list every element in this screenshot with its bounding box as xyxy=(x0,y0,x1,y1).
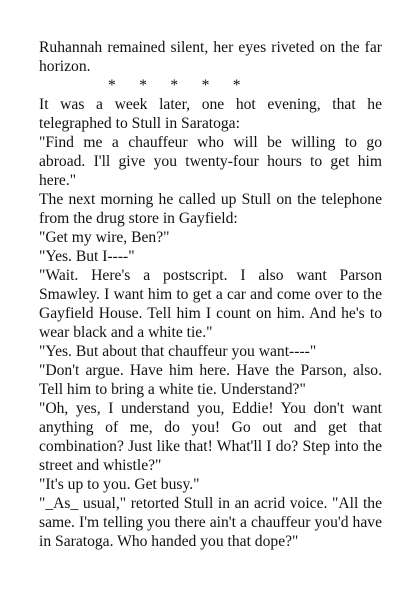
paragraph-telegraph: It was a week later, one hot evening, that he telegraphed to Stull in Saratoga: xyxy=(39,96,382,132)
paragraph-get-my-wire: "Get my wire, Ben?" xyxy=(39,229,170,246)
section-break-asterisks: * * * * * xyxy=(108,77,241,94)
paragraph-ruhannah-silent: Ruhannah remained silent, her eyes riveted on the far horizon. xyxy=(39,39,382,75)
paragraph-as-usual: "_As_ usual," retorted Stull in an acrid voice. "All the same. I'm telling you there ain't a chauffeur you'd have in Saratoga. Who handed you that dope?" xyxy=(39,495,382,550)
paragraph-dont-argue: "Don't argue. Have him here. Have the Parson, also. Tell him to bring a white tie. Understand?" xyxy=(39,362,382,398)
paragraph-next-morning: The next morning he called up Stull on the telephone from the drug store in Gayfield: xyxy=(39,191,382,227)
document-page xyxy=(39,38,382,551)
paragraph-yes-but: "Yes. But I----" xyxy=(39,248,135,265)
paragraph-understand-you: "Oh, yes, I understand you, Eddie! You don't want anything of me, do you! Go out and get that combination? Just like that! What'll I do? Step into the street and whistle?" xyxy=(39,400,382,474)
paragraph-postscript: "Wait. Here's a postscript. I also want Parson Smawley. I want him to get a car and come over to the Gayfield House. Tell him I count on him. And he's to wear black and a white tie." xyxy=(39,267,382,341)
paragraph-up-to-you: "It's up to you. Get busy." xyxy=(39,476,200,493)
paragraph-find-chauffeur: "Find me a chauffeur who will be willing to go abroad. I'll give you twenty-four hours to get him here." xyxy=(39,134,382,189)
paragraph-about-chauffeur: "Yes. But about that chauffeur you want----" xyxy=(39,343,317,360)
